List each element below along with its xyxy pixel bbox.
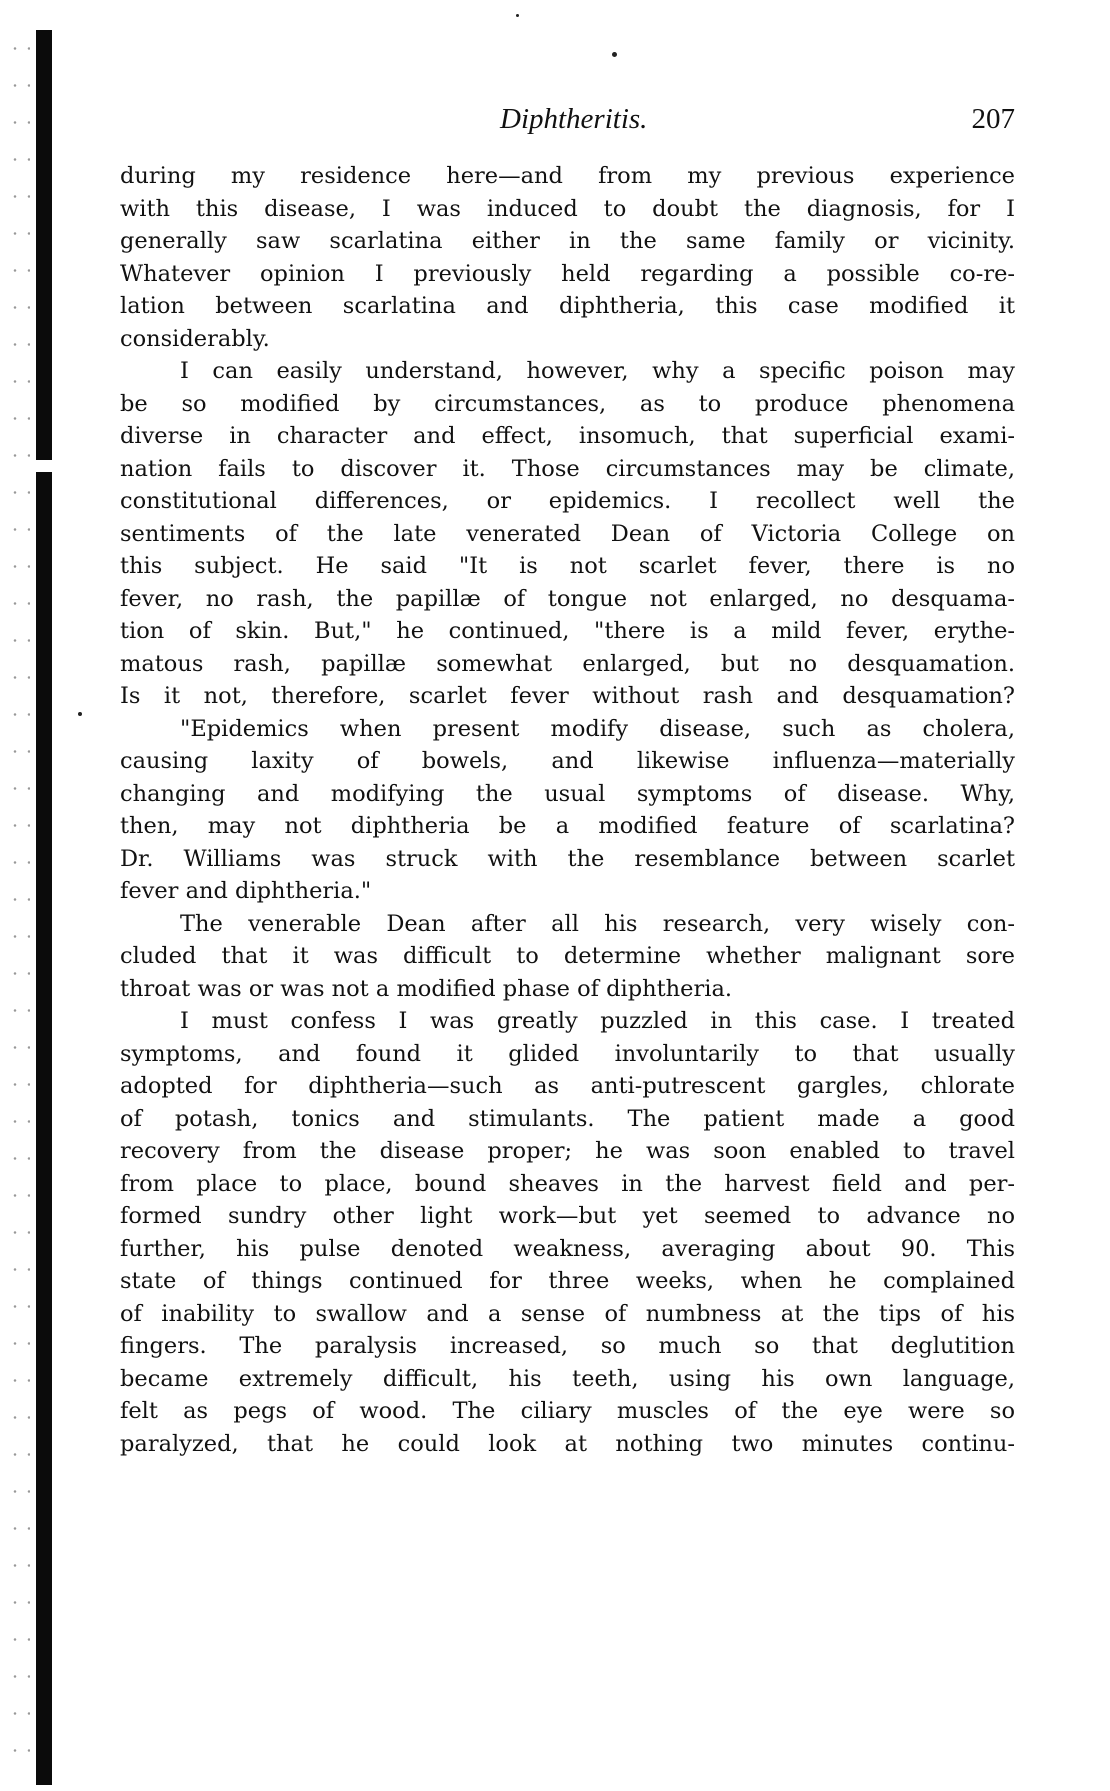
text-line: fever, no rash, the papillæ of tongue not enlarged, no desquama- [120, 585, 1015, 612]
text-line: with this disease, I was induced to doubt the diagnosis, for I [120, 195, 1015, 222]
text-line: diverse in character and effect, insomuch, that superficial exami- [120, 423, 1015, 449]
scan-speck [78, 712, 82, 716]
text-line: nation fails to discover it. Those circumstances may be climate, [120, 455, 1015, 482]
text-line: Dr. Williams was struck with the resemblance between scarlet [120, 845, 1015, 872]
binding-edge-gap [36, 460, 52, 472]
body-text [120, 160, 1015, 1460]
text-line: "Epidemics when present modify disease, such as cholera, [180, 715, 1015, 742]
text-line: lation between scarlatina and diphtheria, this case modified it [120, 293, 1015, 319]
text-line: from place to place, bound sheaves in the harvest field and per- [120, 1170, 1015, 1197]
running-header [120, 103, 1015, 147]
text-line: this subject. He said "It is not scarlet fever, there is no [120, 553, 1015, 579]
text-line: causing laxity of bowels, and likewise influenza—materially [120, 748, 1015, 774]
text-line: Whatever opinion I previously held regarding a possible co-re- [120, 260, 1015, 287]
text-line: recovery from the disease proper; he was soon enabled to travel [120, 1138, 1015, 1164]
text-line: symptoms, and found it glided involuntarily to that usually [120, 1040, 1015, 1067]
text-line: The venerable Dean after all his research, very wisely con- [180, 910, 1015, 937]
text-line: I must confess I was greatly puzzled in this case. I treated [180, 1008, 1015, 1034]
text-line: during my residence here—and from my previous experience [120, 163, 1015, 189]
text-line: generally saw scarlatina either in the same family or vicinity. [120, 228, 1015, 254]
text-line: matous rash, papillæ somewhat enlarged, but no desquamation. [120, 650, 1015, 677]
text-line: I can easily understand, however, why a specific poison may [180, 358, 1015, 384]
text-line: changing and modifying the usual symptoms of disease. Why, [120, 780, 1015, 807]
text-line: cluded that it was difficult to determine whether malignant sore [120, 943, 1015, 969]
text-line: fever and diphtheria." [120, 878, 372, 904]
text-line: then, may not diphtheria be a modified feature of scarlatina? [120, 813, 1015, 839]
text-line: be so modified by circumstances, as to produce phenomena [120, 390, 1015, 417]
binding-edge [36, 30, 52, 1785]
text-line: of inability to swallow and a sense of numbness at the tips of his [120, 1300, 1015, 1327]
text-line: felt as pegs of wood. The ciliary muscles of the eye were so [120, 1398, 1015, 1424]
text-line: further, his pulse denoted weakness, averaging about 90. This [120, 1235, 1015, 1262]
text-line: constitutional differences, or epidemics. I recollect well the [120, 488, 1015, 514]
text-line: adopted for diphtheria—such as anti-putrescent gargles, chlorate [120, 1073, 1015, 1099]
text-line: became extremely difficult, his teeth, using his own language, [120, 1365, 1015, 1392]
text-line: sentiments of the late venerated Dean of Victoria College on [120, 520, 1015, 547]
scan-speck [516, 14, 519, 17]
scan-speck [612, 52, 617, 57]
text-line: state of things continued for three weeks, when he complained [120, 1268, 1015, 1294]
text-line: tion of skin. But," he continued, "there is a mild fever, erythe- [120, 618, 1015, 644]
text-line: formed sundry other light work—but yet seemed to advance no [120, 1203, 1015, 1229]
scan-edge-noise [8, 30, 30, 1780]
text-line: fingers. The paralysis increased, so much so that deglutition [120, 1333, 1015, 1359]
running-title: Diphtheritis. [500, 103, 648, 135]
text-line: throat was or was not a modified phase of diphtheria. [120, 975, 733, 1002]
text-line: considerably. [120, 325, 270, 352]
text-line: Is it not, therefore, scarlet fever without rash and desquamation? [120, 683, 1015, 709]
text-line: paralyzed, that he could look at nothing two minutes continu- [120, 1430, 1015, 1457]
page-number: 207 [971, 103, 1015, 135]
text-line: of potash, tonics and stimulants. The patient made a good [120, 1105, 1015, 1132]
